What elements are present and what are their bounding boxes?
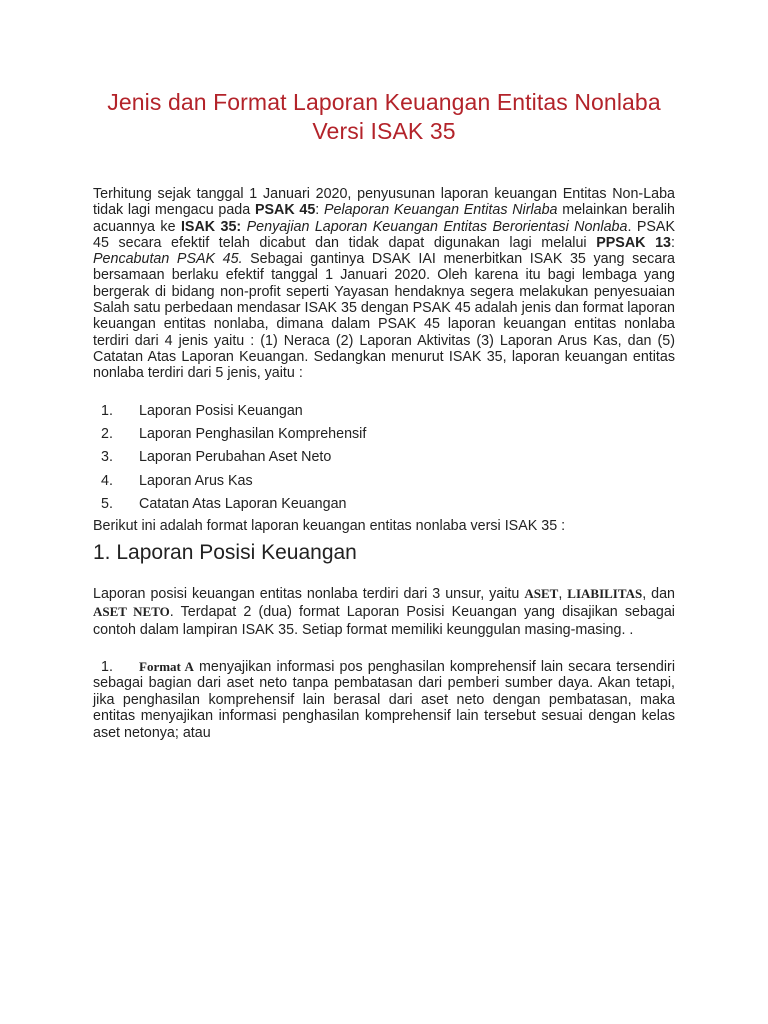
list-item <box>93 423 675 446</box>
intro-text: melainkan beralih acuannya ke <box>93 202 675 235</box>
section-text: . Terdapat 2 (dua) format Laporan Posisi Keuangan yang disajikan sebagai contoh dalam lampiran ISAK 35. Setiap format memiliki keunggulan masing-masing. . <box>93 603 675 638</box>
lead-sentence: Berikut ini adalah format laporan keuangan entitas nonlaba versi ISAK 35 : <box>93 517 566 534</box>
list-item-label: Laporan Penghasilan Komprehensif <box>139 425 367 442</box>
psak45-title: Pelaporan Keuangan Entitas Nirlaba <box>323 202 558 219</box>
intro-text: : <box>671 234 675 251</box>
psak45-ref: PSAK 45 <box>254 202 316 219</box>
ppsak13-ref: PPSAK 13 <box>596 234 672 251</box>
isak35-title: Penyajian Laporan Keuangan Entitas Berorientasi Nonlaba <box>246 218 628 235</box>
term-liabilitas: LIABILITAS <box>567 585 643 601</box>
list-item-label: Laporan Arus Kas <box>139 472 253 489</box>
section-heading: 1. Laporan Posisi Keuangan <box>93 540 357 564</box>
term-aset-neto: ASET NETO <box>93 603 170 619</box>
intro-text: Terhitung sejak tanggal 1 Januari 2020, penyusunan laporan keuangan Entitas Non-Laba tidak lagi mengacu pada <box>93 186 675 219</box>
list-item-number: 2. <box>101 425 113 442</box>
sub-item-number: 1. <box>101 658 113 675</box>
section-paragraph <box>93 585 675 639</box>
list-item-label: Laporan Posisi Keuangan <box>139 402 303 419</box>
format-a-item <box>93 659 675 742</box>
section-text: , <box>558 585 568 602</box>
list-item <box>93 446 675 469</box>
list-item <box>93 400 675 423</box>
list-item <box>93 470 675 493</box>
term-aset: ASET <box>524 585 559 601</box>
list-item-number: 3. <box>101 449 113 466</box>
list-item-label: Laporan Perubahan Aset Neto <box>139 449 332 466</box>
list-item-number: 1. <box>101 402 113 419</box>
report-types-list <box>93 400 675 517</box>
list-item <box>93 493 675 516</box>
list-item-label: Catatan Atas Laporan Keuangan <box>139 496 347 513</box>
isak35-ref: ISAK 35: <box>180 218 242 235</box>
section-text: , dan <box>642 585 675 602</box>
intro-text: : <box>315 202 324 219</box>
intro-paragraph <box>93 186 675 382</box>
page-title: Jenis dan Format Laporan Keuangan Entitas Nonlaba Versi ISAK 35 <box>107 89 661 144</box>
ppsak13-title: Pencabutan PSAK 45. <box>93 251 243 268</box>
format-a-label: Format A <box>139 658 194 674</box>
list-item-number: 5. <box>101 496 113 513</box>
intro-text: . PSAK 45 secara efektif telah dicabut dan tidak dapat digunakan lagi melalui <box>93 218 675 251</box>
section-text: Laporan posisi keuangan entitas nonlaba terdiri dari 3 unsur, yaitu <box>93 585 525 602</box>
format-a-text: menyajikan informasi pos penghasilan komprehensif lain secara tersendiri sebagai bagian dari aset neto tanpa pembatasan dari pemberi sumber daya. Akan tetapi, jika penghasilan komprehensif lain berasal dari aset neto dengan pembatasan, maka entitas menyajikan informasi penghasilan komprehensif lain tersebut sesuai dengan kelas aset netonya; atau <box>93 658 675 741</box>
intro-text: Sebagai gantinya DSAK IAI menerbitkan ISAK 35 yang secara bersamaan berlaku efektif tanggal 1 Januari 2020. Oleh karena itu bagi lembaga yang bergerak di bidang non-profit seperti Yayasan hendaknya segera melakukan penyesuaian Salah satu perbedaan mendasar ISAK 35 dengan PSAK 45 adalah jenis dan format laporan keuangan entitas nonlaba, dimana dalam PSAK 45 laporan keuangan entitas nonlaba terdiri dari 4 jenis yaitu : (1) Neraca (2) Laporan Aktivitas (3) Laporan Arus Kas, dan (5) Catatan Atas Laporan Keuangan. Sedangkan menurut ISAK 35, laporan keuangan entitas nonlaba terdiri dari 5 jenis, yaitu : <box>93 251 675 382</box>
list-item-number: 4. <box>101 472 113 489</box>
